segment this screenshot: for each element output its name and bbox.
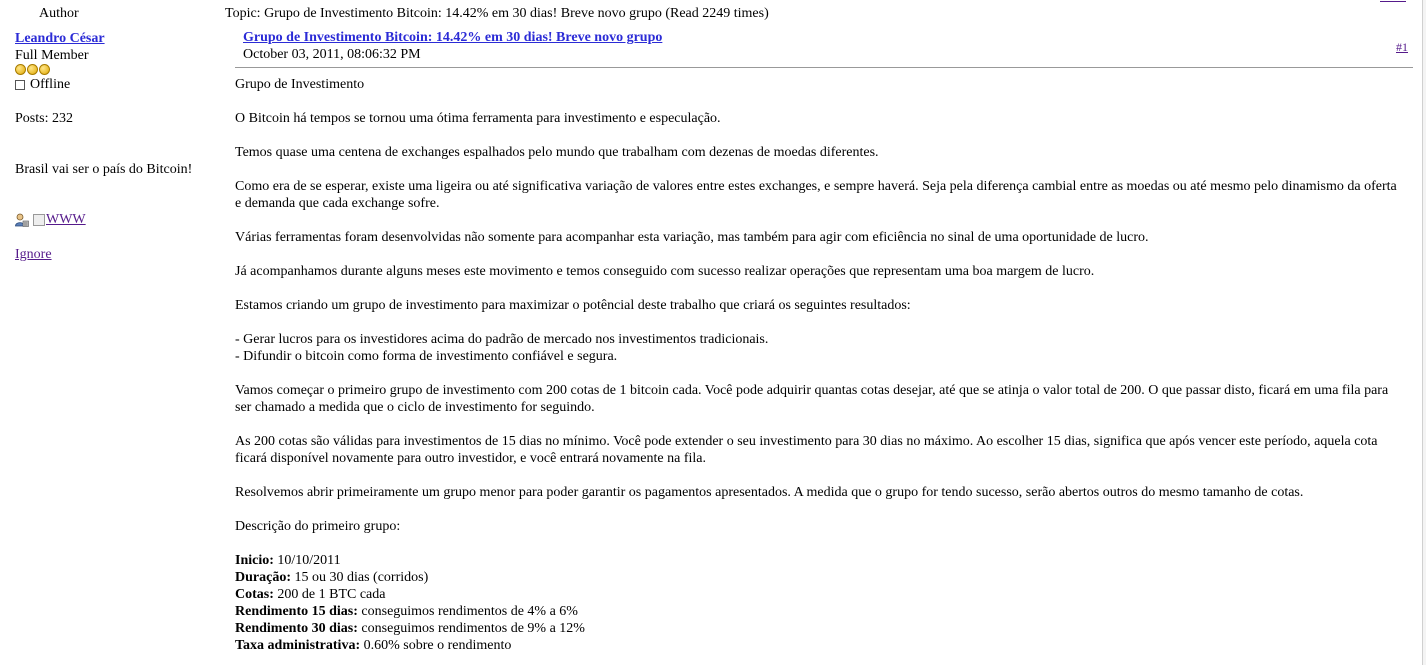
star-icon — [39, 64, 50, 75]
ignore-link[interactable]: Ignore — [15, 247, 52, 262]
poster-info — [15, 30, 215, 263]
post-subject-link[interactable]: Grupo de Investimento Bitcoin: 14.42% em 30 dias! Breve novo grupo — [243, 30, 663, 45]
poster-rank: Full Member — [15, 48, 89, 63]
post-number-link[interactable]: #1 — [1396, 40, 1408, 54]
status-text: Offline — [30, 77, 71, 92]
broken-image-icon — [33, 214, 45, 226]
post-header — [243, 29, 1413, 63]
post-paragraph: Como era de se esperar, existe uma ligeira ou até significativa variação de valores entre estes exchanges, e sempre haverá. Seja pela diferença cambial entre as moedas ou até mesmo pelo dinamismo da oferta e demanda que cada exchange sofre. — [235, 179, 1397, 211]
detail-line — [235, 552, 1405, 569]
detail-value: 200 de 1 BTC cada — [273, 587, 386, 602]
detail-value: 0.60% sobre o rendimento — [360, 638, 512, 653]
detail-line — [235, 586, 1405, 603]
author-column-header: Author — [39, 6, 79, 21]
star-icon — [27, 64, 38, 75]
post-bullet: - Gerar lucros para os investidores acima do padrão de mercado nos investimentos tradicionais. — [235, 332, 769, 347]
post-date: October 03, 2011, 08:06:32 PM — [243, 47, 421, 62]
post-bullet: - Difundir o bitcoin como forma de investimento confiável e segura. — [235, 349, 618, 364]
rank-stars — [15, 64, 215, 76]
post-paragraph: Temos quase uma centena de exchanges espalhados pelo mundo que trabalham com dezenas de moedas diferentes. — [235, 145, 879, 160]
post-paragraph: Já acompanhamos durante alguns meses este movimento e temos conseguido com sucesso realizar operações que representam uma boa margem de lucro. — [235, 264, 1095, 279]
post-paragraph: Grupo de Investimento — [235, 77, 365, 92]
poster-name-link[interactable]: Leandro César — [15, 31, 105, 46]
detail-value: 15 ou 30 dias (corridos) — [291, 570, 429, 585]
detail-label: Taxa administrativa: — [235, 638, 361, 653]
post-paragraph: Resolvemos abrir primeiramente um grupo menor para poder garantir os pagamentos apresentados. A medida que o grupo for tendo sucesso, serão abertos outros do mesmo tamanho de cotas. — [235, 485, 1304, 500]
poster-icons — [15, 212, 215, 228]
group-details — [235, 552, 1405, 654]
star-icon — [15, 64, 26, 75]
detail-line — [235, 603, 1405, 620]
personal-text: Brasil vai ser o país do Bitcoin! — [15, 162, 193, 177]
www-label: WWW — [46, 212, 86, 227]
detail-value: 10/10/2011 — [273, 553, 341, 568]
detail-label: Rendimento 15 dias: — [235, 604, 358, 619]
detail-label: Duração: — [235, 570, 291, 585]
topic-header: Topic: Grupo de Investimento Bitcoin: 14.42% em 30 dias! Breve novo grupo (Read 2249 times) — [225, 6, 769, 21]
detail-line — [235, 637, 1405, 654]
profile-icon[interactable] — [15, 213, 29, 227]
post-paragraph: Descrição do primeiro grupo: — [235, 519, 401, 534]
detail-label: Rendimento 30 dias: — [235, 621, 358, 636]
detail-value: conseguimos rendimentos de 4% a 6% — [357, 604, 578, 619]
post-paragraph: O Bitcoin há tempos se tornou uma ótima ferramenta para investimento e especulação. — [235, 111, 721, 126]
offline-checkbox-icon — [15, 80, 25, 90]
post-paragraph: Vamos começar o primeiro grupo de investimento com 200 cotas de 1 bitcoin cada. Você pode adquirir quantas cotas desejar, até que se atinja o valor total de 200. O que passar disto, ficará em uma fila para ser chamado a medida que o ciclo de investimento for seguindo. — [235, 383, 1389, 415]
post-count: Posts: 232 — [15, 111, 73, 126]
online-status — [15, 76, 215, 93]
www-link[interactable] — [33, 212, 86, 228]
top-edge-link[interactable] — [1380, 0, 1406, 2]
detail-line — [235, 569, 1405, 586]
detail-value: conseguimos rendimentos de 9% a 12% — [357, 621, 585, 636]
detail-line — [235, 620, 1405, 637]
window-right-border — [1422, 0, 1426, 665]
detail-label: Cotas: — [235, 587, 274, 602]
post-paragraph: Estamos criando um grupo de investimento para maximizar o potêncial deste trabalho que criará os seguintes resultados: — [235, 298, 911, 313]
detail-label: Inicio: — [235, 553, 274, 568]
post-divider — [235, 67, 1413, 68]
post-paragraph: Várias ferramentas foram desenvolvidas não somente para acompanhar esta variação, mas também para agir com eficiência no sinal de uma oportunidade de lucro. — [235, 230, 1149, 245]
post-paragraph: As 200 cotas são válidas para investimentos de 15 dias no mínimo. Você pode extender o seu investimento para 30 dias no máximo. Ao escolher 15 dias, significa que após vencer este período, aquela cota ficará disponível novamente para outro investidor, e você entrará novamente na fila. — [235, 434, 1378, 466]
post-body — [235, 76, 1405, 654]
